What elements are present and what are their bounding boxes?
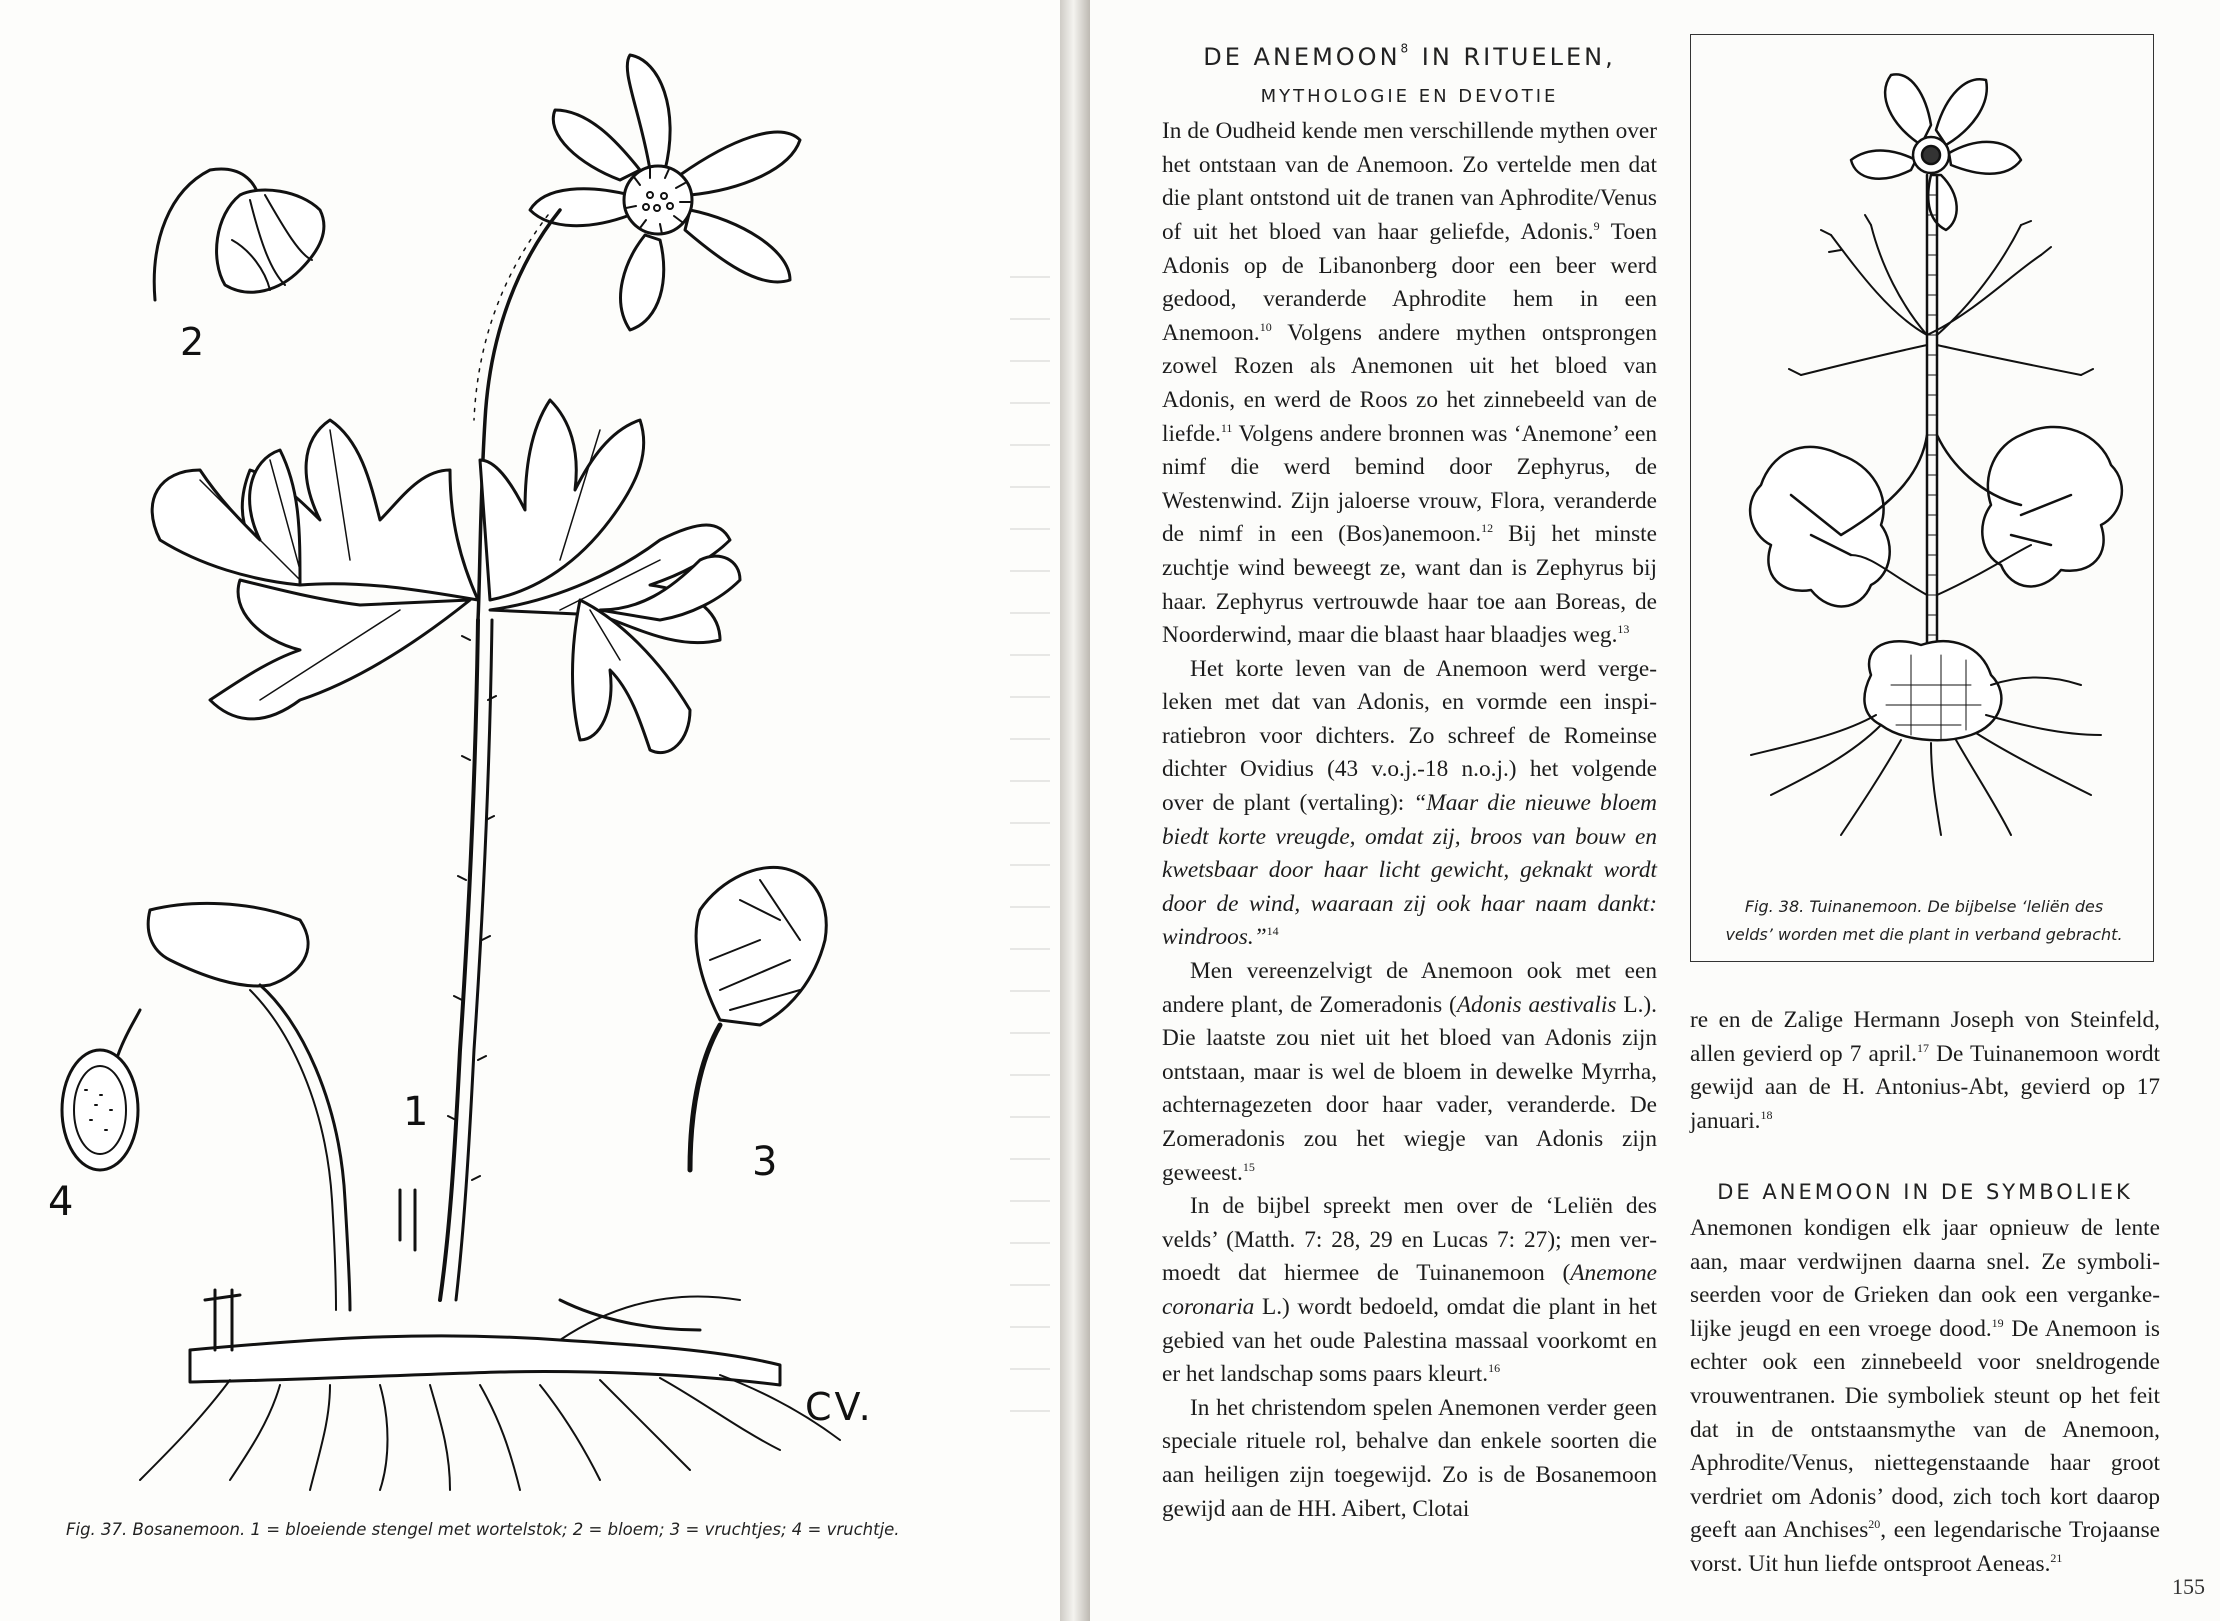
figure-38-box: [1690, 34, 2154, 962]
figure-label-2: 2: [180, 320, 205, 364]
garden-anemone-stem: [1927, 175, 1937, 675]
leaves: [152, 400, 740, 753]
tuber-and-roots: [1751, 641, 2101, 835]
section-heading-rituals: DE ANEMOON$^8$ IN RITUELEN, MYTHOLOGIE EN DEVOTIE: [1203, 41, 1616, 107]
involucral-leaves: [1789, 215, 2093, 375]
figure-38-caption: Fig. 38. Tuinanemoon. De bijbelse ‘leliën des velds’ worden met die plant in verband gebracht.: [1725, 897, 2123, 944]
paragraph-christianity: In het christendom spelen Anemonen verder geen speciale rituele rol, behalve dan enkele soorten die aan heiligen zijn toegewijd. Zo is de Bosanemoon gewijd aan de HH. Aibert, Clotai: [1162, 1394, 1657, 1522]
page-number: 155: [2172, 1574, 2205, 1599]
paragraph-christianity-continued: re en de Zalige Hermann Joseph von Steinfeld, allen gevierd op 7 april.$^{17}$ De Tuinanemoon wordt gewijd aan de H. Antonius-Abt, gevierd op 17 januari.$^{18}$: [1690, 1007, 2160, 1134]
paragraph-symbolism: Anemonen kondigen elk jaar opnieuw de lente aan, maar verdwijnen daarna snel. Ze symboliseerden voor de Grieken dan ook een vergankеlijke jeugd en een vroege dood.$^{19}$ De Anemoon is echter ook een zinnebeeld voor sneldrogende vrouwentranen. Die symboliek steunt op het feit dat in de ontstaansmythe van de Anemoon, Aphrodite/Venus, niettegenstaande haar groot verdriet om Adonis’ dood, zich toch kort daarop geeft aan Anchises$^{20}$, een legendarische Trojaanse vorst. Uit hun liefde ontsproot Aeneas.$^{21}$: [1690, 1214, 2160, 1577]
paragraph-zomeradonis: Men vereenzelvigt de Anemoon ook met een andere plant, de Zomeradonis (Adonis aestivalis L.). Die laatste zou niet uit het bloed van Adonis zijn ontstaan, maar is wel de bloem in dewelke Myrrha, achternagezeten door haar vader, veranderde. De Zomeradonis zou het wiegje van Adonis zijn geweest.$^{15}$: [1162, 958, 1658, 1186]
figure-label-3: 3: [752, 1139, 778, 1185]
illustrator-signature: CV.: [805, 1385, 874, 1429]
main-flower: [530, 55, 800, 330]
fruiting-head: [690, 867, 826, 1170]
text-column-right: [1690, 1004, 2160, 1582]
left-page: [0, 0, 1060, 1621]
figure-38-garden-anemone-illustration: [1691, 35, 2153, 875]
paragraph-ovid: Het korte leven van de Anemoon werd vergeleken met dat van Adonis, en vormde een inspiratiebron voor dichters. Zo schreef de Romeinse dichter Ovidius (43 v.o.j.-18 n.o.j.) het volgende over de plant (vertaling): “Maar die nieuwe bloem biedt korte vreugde, omdat zij, broos van bouw en kwetsbaar door haar licht gewicht, geknakt wordt door de wind, waaraan zij ook haar naam dankt: windroos.”$^{14}$: [1162, 655, 1657, 951]
figure-37-caption: Fig. 37. Bosanemoon. 1 = bloeiende stengel met wortelstok; 2 = bloem; 3 = vruchtjes; 4 = vruchtje.: [66, 1520, 900, 1539]
section-heading-symbolism: DE ANEMOON IN DE SYMBOLIEK: [1717, 1180, 2133, 1205]
paragraph-bible: In de bijbel spreekt men over de ‘Leliën des velds’ (Matth. 7: 28, 29 en Lucas 7: 27); men vermoedt dat hiermee de Tuinanemoon (Anemone coronaria L.) wordt bedoeld, omdat die plant in het gebied van het oude Palestina massaal voorkomt en er het landschap soms paars kleurt.$^{16}$: [1162, 1193, 1657, 1388]
figure-37-wood-anemone-illustration: [0, 0, 1010, 1560]
book-spine: [1060, 0, 1090, 1621]
main-stem: [440, 620, 478, 1300]
bleed-through-text: [1010, 250, 1060, 1450]
figure-label-4: 4: [48, 1179, 74, 1225]
single-achene: [62, 1010, 140, 1170]
rhizome-and-roots: [140, 1190, 840, 1490]
paragraph-myths: In de Oudheid kende men verschillende mythen over het ontstaan van de Anemoon. Zo vertelde men dat die plant ontstond uit de tranen van Aphrodite/Venus of uit het bloed van haar geliefde, Adonis.$^9$ Toen Adonis op de Libanonberg door een beer werd gedood, veranderde Aphrodite hem in een Anemoon.$^{10}$ Volgens andere mythen ontsprongen zowel Rozen als Anemonen uit het bloed van Adonis, en werd de Roos zo het zinnebeeld van de liefde.$^{11}$ Volgens andere bronnen was ‘Anemone’ een nimf die werd bemind door Zephyrus, de Westenwind. Zijn jaloerse vrouw, Flora, veranderde de nimf in een (Bos)anemoon.$^{12}$ Bij het minste zuchtje wind beweegt ze, want dan is Zephyrus bij haar. Zephyrus vertrouwde haar toe aan Boreas, de Noorderwind, maar die blaast haar blaadjes weg.$^{13}$: [1162, 118, 1657, 649]
figure-label-1: 1: [403, 1089, 429, 1135]
fading-flower-stem: [148, 903, 350, 1310]
text-column-left: [1162, 38, 1657, 1526]
drooping-flower-bud: [154, 169, 324, 300]
